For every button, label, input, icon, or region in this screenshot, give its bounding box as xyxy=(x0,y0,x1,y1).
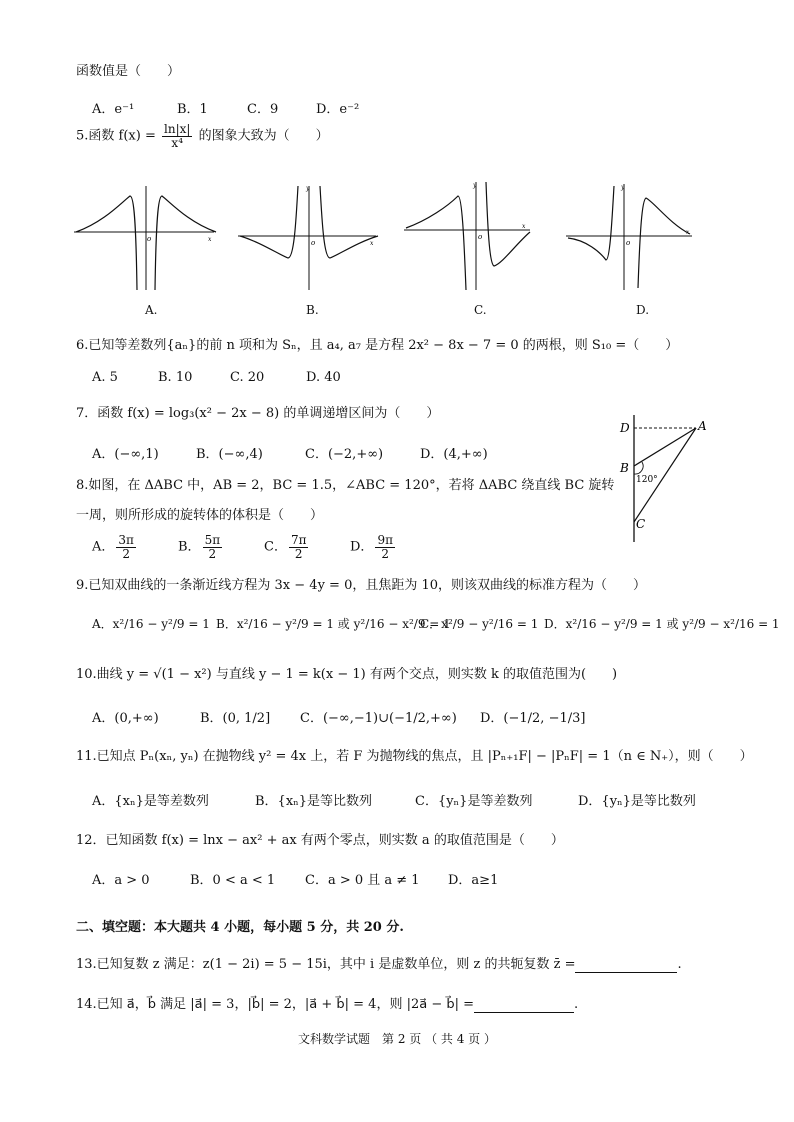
q14-answer-blank[interactable] xyxy=(474,998,574,1013)
q13-end: . xyxy=(677,957,682,972)
q14-end: . xyxy=(574,997,579,1012)
q13-line xyxy=(76,957,682,973)
svg-text:o: o xyxy=(626,239,631,247)
q8-angle-label: 120° xyxy=(636,475,658,485)
q7-option-a: A．(−∞,1) xyxy=(92,447,159,462)
q5-prefix: 5.函数 f(x) = xyxy=(76,128,156,144)
svg-text:y: y xyxy=(306,185,310,192)
q8-option-d xyxy=(350,534,397,560)
q4-option-d: D．e⁻² xyxy=(316,102,360,117)
q6-stem: 6.已知等差数列{aₙ}的前 n 项和为 Sₙ，且 a₄, a₇ 是方程 2x² − 8x − 7 = 0 的两根，则 S₁₀ =（ ） xyxy=(76,338,679,353)
q5-fraction xyxy=(162,123,192,149)
section-2-heading: 二、填空题：本大题共 4 小题，每小题 5 分，共 20 分. xyxy=(76,920,404,935)
q6-option-b: B. 10 xyxy=(158,370,193,385)
q5-suffix: 的图象大致为（ ） xyxy=(198,128,329,144)
q8-c-den: 2 xyxy=(294,546,303,561)
q8-option-b xyxy=(178,534,224,560)
q8-option-a-label: A． xyxy=(92,539,115,555)
q8-c-num: 7π xyxy=(290,533,307,547)
q5-frac-den: x⁴ xyxy=(171,135,183,150)
q10-stem: 10.曲线 y = √(1 − x²) 与直线 y − 1 = k(x − 1) 有两个交点，则实数 k 的取值范围为( ) xyxy=(76,667,618,682)
q4-option-b: B．1 xyxy=(177,102,208,117)
q4-option-c: C．9 xyxy=(247,102,279,117)
q11-option-c: C．{yₙ}是等差数列 xyxy=(415,794,533,809)
q7-option-d: D．(4,+∞) xyxy=(420,447,488,462)
q11-stem: 11.已知点 Pₙ(xₙ, yₙ) 在抛物线 y² = 4x 上，若 F 为抛物线的焦点，且 |Pₙ₊₁F| − |PₙF| = 1（n ∈ N₊），则（ ） xyxy=(76,749,753,764)
svg-text:o: o xyxy=(147,235,152,243)
q8-a-den: 2 xyxy=(122,546,130,561)
svg-text:y: y xyxy=(473,182,477,189)
q13-stem: 13.已知复数 z 满足：z(1 − 2i) = 5 − 15i，其中 i 是虚数单位，则 z 的共轭复数 z̄ = xyxy=(76,957,576,972)
q7-option-c: C．(−2,+∞) xyxy=(305,447,384,462)
q12-option-a: A．a > 0 xyxy=(92,873,150,888)
q4-option-a: A．e⁻¹ xyxy=(92,102,135,117)
q8-label-d: D xyxy=(620,421,630,435)
svg-text:x: x xyxy=(208,236,212,243)
q8-option-b-frac xyxy=(203,534,223,560)
q12-option-b: B．0 < a < 1 xyxy=(190,873,276,888)
q12-option-d: D．a≥1 xyxy=(448,873,499,888)
q14-stem: 14.已知 a⃗，b⃗ 满足 |a⃗| = 3，|b⃗| = 2，|a⃗ + b⃗| = 4，则 |2a⃗ − b⃗| = xyxy=(76,997,475,1012)
graph-c-caption: C. xyxy=(474,303,487,317)
svg-text:x: x xyxy=(686,229,690,236)
q12-option-c: C．a > 0 且 a ≠ 1 xyxy=(305,873,420,888)
svg-text:x: x xyxy=(522,223,526,230)
svg-text:y: y xyxy=(621,184,625,191)
page-footer: 文科数学试题 第 2 页 （ 共 4 页 ） xyxy=(298,1032,496,1046)
q13-answer-blank[interactable] xyxy=(575,958,677,973)
q14-line xyxy=(76,997,578,1013)
q9-option-a: A．x²/16 − y²/9 = 1 xyxy=(92,617,210,631)
q8-option-a-frac xyxy=(116,534,136,560)
q6-option-d: D. 40 xyxy=(306,370,341,385)
q11-option-d: D．{yₙ}是等比数列 xyxy=(578,794,696,809)
svg-text:o: o xyxy=(478,233,483,241)
q9-stem: 9.已知双曲线的一条渐近线方程为 3x − 4y = 0，且焦距为 10，则该双曲线的标准方程为（ ） xyxy=(76,578,647,593)
q8-stem-line2: 一周，则所形成的旋转体的体积是（ ） xyxy=(76,508,324,523)
q11-option-b: B．{xₙ}是等比数列 xyxy=(255,794,373,809)
graph-b-caption: B. xyxy=(306,303,319,317)
graph-d xyxy=(566,180,696,292)
q8-option-a xyxy=(92,534,138,560)
q8-label-c: C xyxy=(636,517,646,531)
q10-option-a: A．(0,+∞) xyxy=(92,711,159,726)
graph-a xyxy=(74,182,219,292)
q8-stem-line1: 8.如图，在 ΔABC 中，AB = 2，BC = 1.5，∠ABC = 120°，若将 ΔABC 绕直线 BC 旋转 xyxy=(76,478,615,493)
graph-b xyxy=(238,182,383,292)
q9-option-d: D．x²/16 − y²/9 = 1 或 y²/9 − x²/16 = 1 xyxy=(544,617,780,631)
q8-d-den: 2 xyxy=(381,546,390,561)
q8-option-d-label: D． xyxy=(350,539,374,555)
q5-stem xyxy=(76,123,329,149)
q8-option-c-label: C． xyxy=(264,539,287,555)
q10-option-c: C．(−∞,−1)∪(−1/2,+∞) xyxy=(300,711,457,726)
svg-text:x: x xyxy=(370,240,374,247)
q11-option-a: A．{xₙ}是等差数列 xyxy=(92,794,209,809)
q8-option-d-frac xyxy=(375,534,395,560)
q8-option-c xyxy=(264,534,310,560)
q10-option-b: B．(0, 1/2] xyxy=(200,711,271,726)
q6-option-c: C. 20 xyxy=(230,370,265,385)
q10-option-d: D．(−1/2, −1/3] xyxy=(480,711,586,726)
q5-frac-num: ln|x| xyxy=(164,122,191,136)
svg-text:o: o xyxy=(311,239,316,247)
q8-a-num: 3π xyxy=(118,533,134,547)
q9-option-c: C．x²/9 − y²/16 = 1 xyxy=(420,617,539,631)
q8-b-num: 5π xyxy=(204,533,221,547)
q7-stem: 7．函数 f(x) = log₃(x² − 2x − 8) 的单调递增区间为（ ） xyxy=(76,406,440,421)
q8-d-num: 9π xyxy=(377,533,393,547)
q8-label-b: B xyxy=(620,461,629,475)
graph-c xyxy=(404,178,534,292)
q8-b-den: 2 xyxy=(208,546,217,561)
graph-d-caption: D. xyxy=(636,303,650,317)
q8-figure xyxy=(612,412,722,544)
q8-label-a: A xyxy=(698,419,707,433)
q4-tail: 函数值是（ ） xyxy=(76,64,181,79)
q12-stem: 12．已知函数 f(x) = lnx − ax² + ax 有两个零点，则实数 a 的取值范围是（ ） xyxy=(76,833,564,848)
graph-a-caption: A. xyxy=(145,303,158,317)
q8-option-c-frac xyxy=(289,534,309,560)
q8-option-b-label: B． xyxy=(178,539,201,555)
q9-option-b: B．x²/16 − y²/9 = 1 或 y²/16 − x²/9 = 1 xyxy=(216,617,451,631)
q6-option-a: A. 5 xyxy=(92,370,118,385)
q7-option-b: B．(−∞,4) xyxy=(196,447,263,462)
